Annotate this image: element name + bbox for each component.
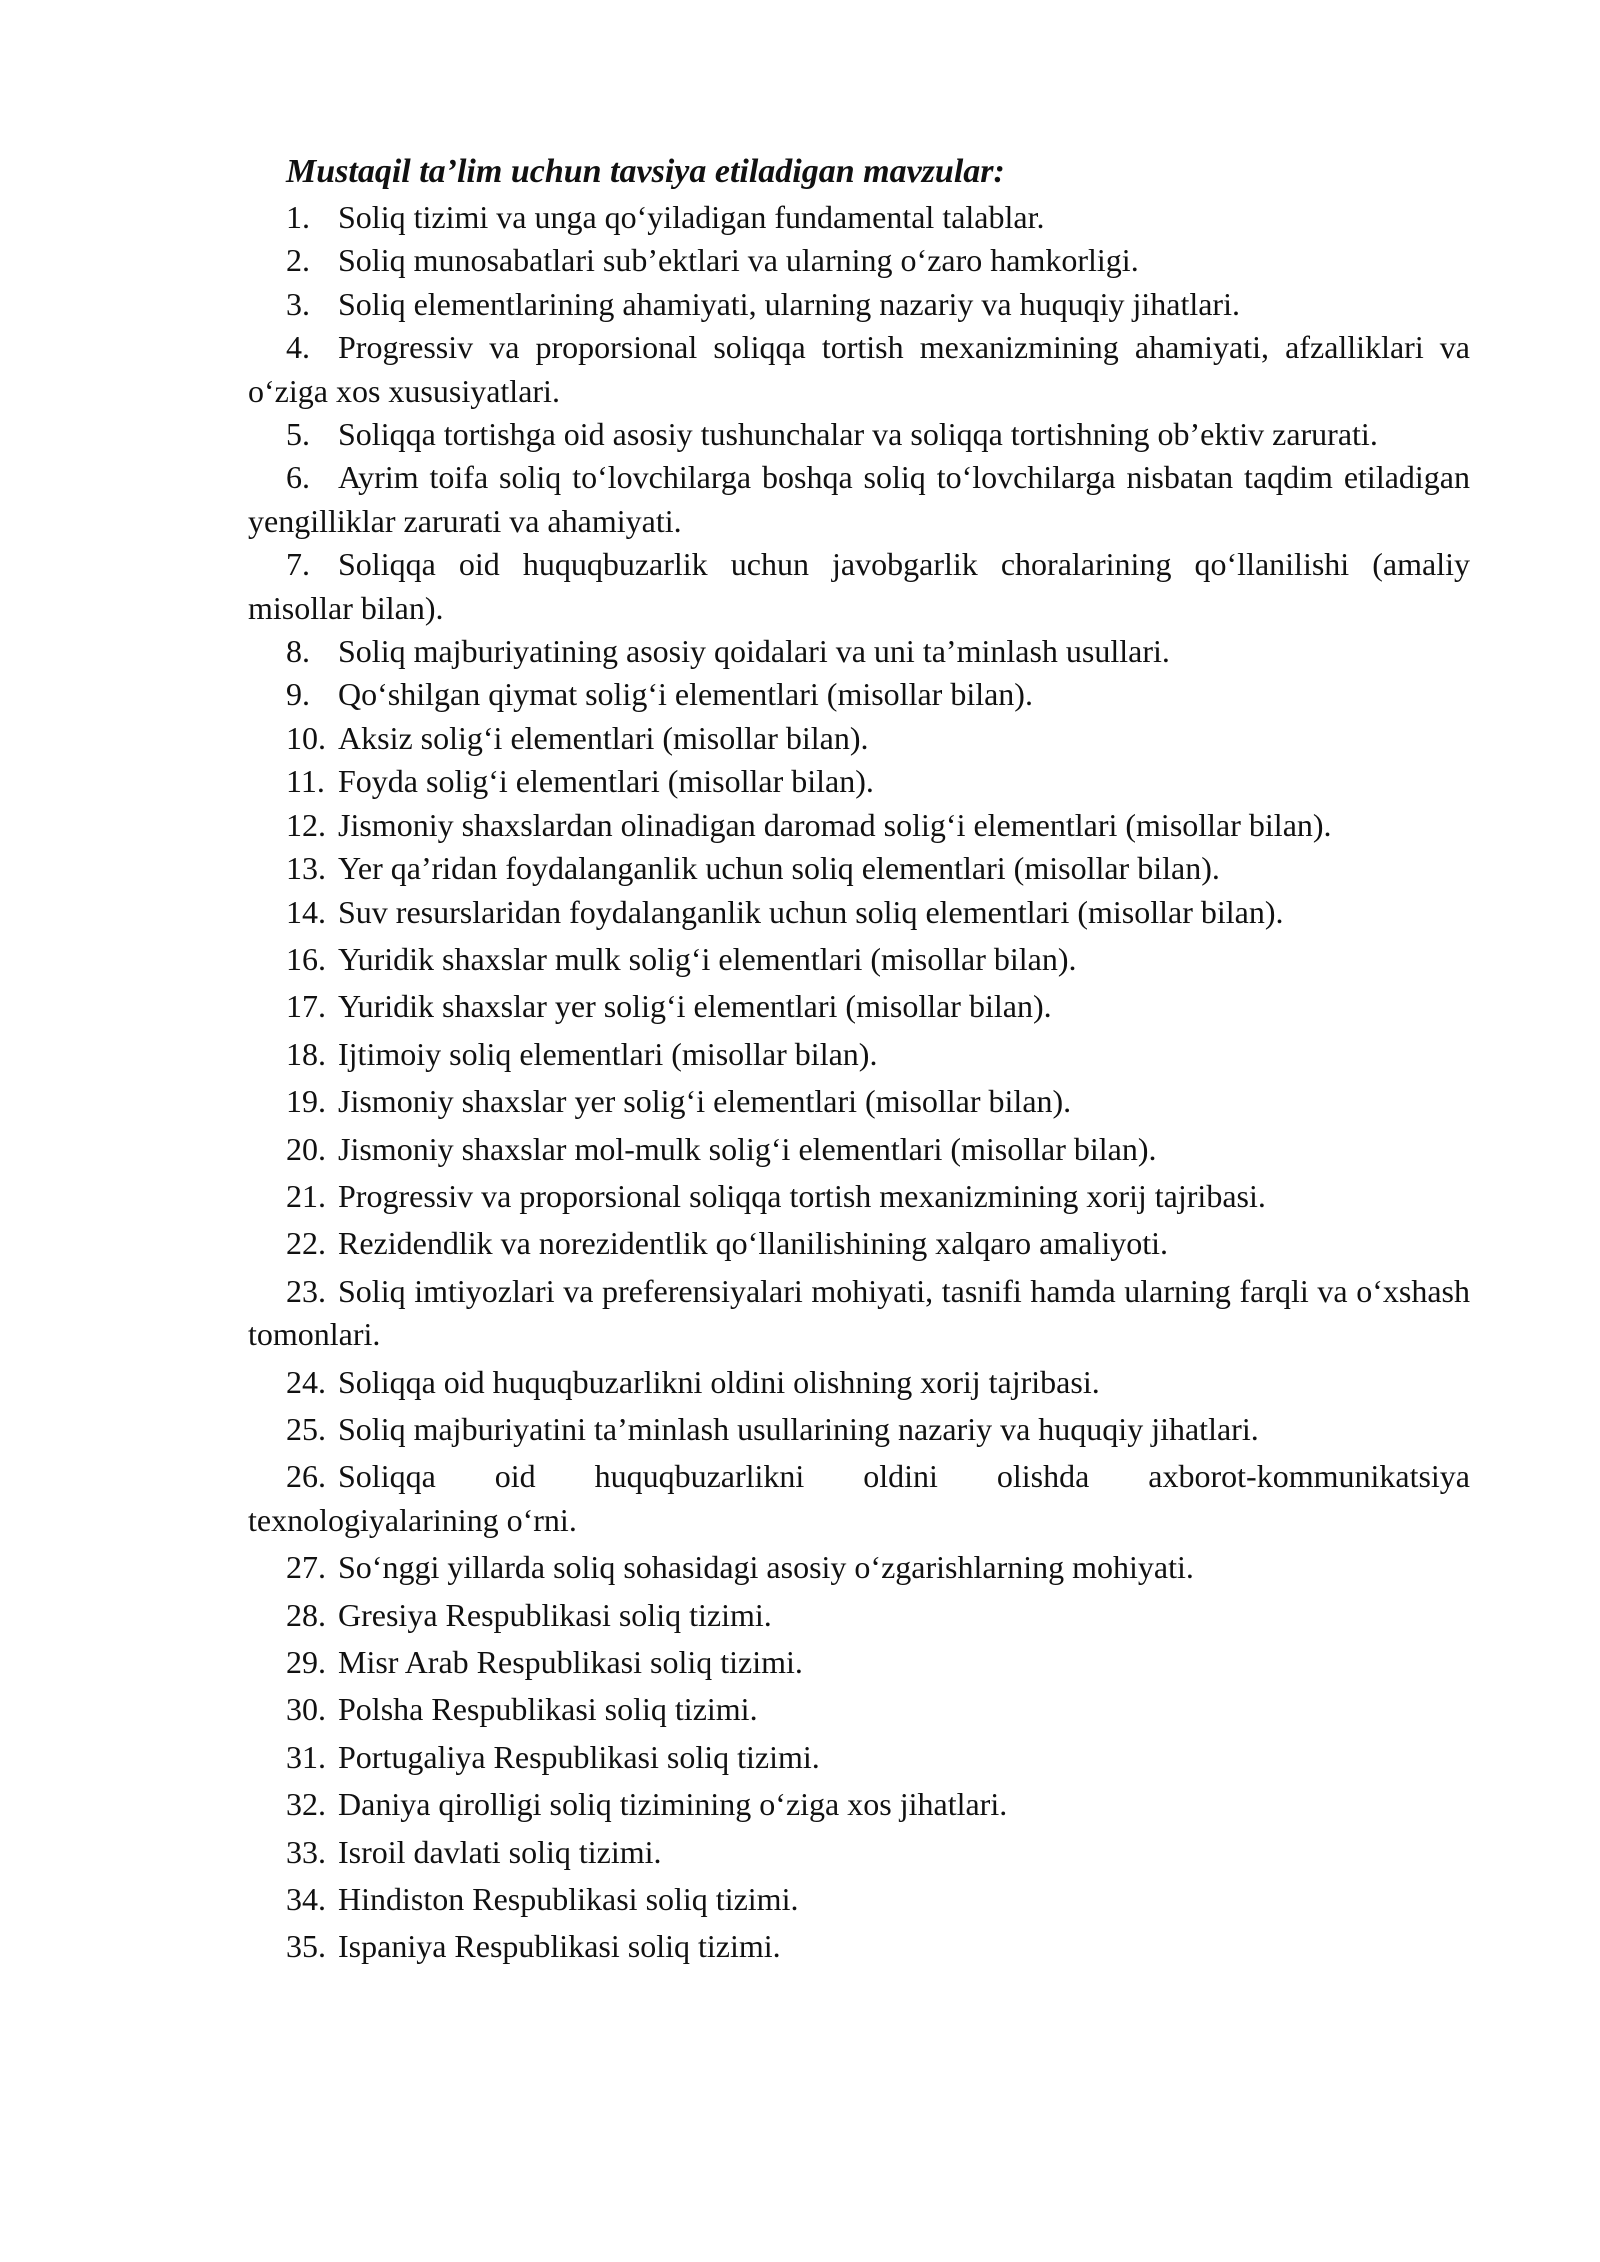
item-number: 4.: [286, 329, 310, 366]
item-number: 19.: [286, 1083, 326, 1120]
item-number: 1.: [286, 199, 310, 235]
item-number: 9.: [286, 676, 310, 713]
item-text: Daniya qirolligi soliq tizimining o‘ziga xos jihatlari.: [338, 1786, 1008, 1823]
item-number: 33.: [286, 1833, 326, 1870]
item-number: 10.: [286, 719, 326, 756]
list-item: [248, 938, 1470, 981]
item-text: Progressiv va proporsional soliqqa tortish mexanizmining ahamiyati, afzalliklari va o‘ziga xos xususiyatlari.: [248, 329, 1470, 409]
list-item: [248, 1128, 1470, 1171]
list-item: [248, 1175, 1470, 1218]
list-item: [248, 1688, 1470, 1731]
item-number: 35.: [286, 1928, 326, 1965]
item-text: Soliq elementlarining ahamiyati, ularning nazariy va huquqiy jihatlari.: [338, 285, 1240, 322]
item-number: 8.: [286, 633, 310, 670]
item-number: 26.: [286, 1458, 326, 1495]
item-number: 12.: [286, 806, 326, 843]
list-item: [248, 985, 1470, 1028]
item-number: 17.: [286, 988, 326, 1025]
item-text: Ijtimoiy soliq elementlari (misollar bilan).: [338, 1035, 878, 1072]
item-text: Soliqqa oid huquqbuzarlik uchun javobgarlik choralarining qo‘llanilishi (amaliy misollar bilan).: [248, 546, 1470, 626]
item-text: Soliqqa oid huquqbuzarlikni oldini olishda axborot-kommunikatsiya texnologiyalarining o‘rni.: [248, 1458, 1470, 1538]
item-number: 22.: [286, 1225, 326, 1262]
list-item: [248, 1546, 1470, 1589]
list-item: [248, 1408, 1470, 1451]
item-number: 20.: [286, 1130, 326, 1167]
document-body: [248, 150, 1470, 1969]
item-number: 5.: [286, 416, 310, 453]
list-item: [248, 673, 1470, 716]
list-item: [248, 326, 1470, 413]
list-item: [248, 1270, 1470, 1357]
item-text: So‘nggi yillarda soliq sohasidagi asosiy o‘zgarishlarning mohiyati.: [338, 1549, 1194, 1586]
list-item: [248, 1925, 1470, 1968]
list-item: [248, 760, 1470, 803]
item-number: 32.: [286, 1786, 326, 1823]
list-item: [248, 1831, 1470, 1874]
item-text: Foyda solig‘i elementlari (misollar bilan).: [338, 763, 874, 800]
list-item: [248, 283, 1470, 326]
section-heading: Mustaqil ta’lim uchun tavsiya etiladigan mavzular:: [286, 153, 1005, 190]
list-item: [248, 1222, 1470, 1265]
item-text: Soliq imtiyozlari va preferensiyalari mohiyati, tasnifi hamda ularning farqli va o‘xshash tomonlari.: [248, 1272, 1470, 1353]
item-text: Progressiv va proporsional soliqqa tortish mexanizmining xorij tajribasi.: [338, 1177, 1266, 1214]
item-text: Jismoniy shaxslar yer solig‘i elementlari (misollar bilan).: [338, 1083, 1072, 1120]
item-text: Rezidendlik va norezidentlik qo‘llanilishining xalqaro amaliyoti.: [338, 1225, 1169, 1262]
list-item: [248, 1080, 1470, 1123]
item-text: Ayrim toifa soliq to‘lovchilarga boshqa soliq to‘lovchilarga nisbatan taqdim etiladigan yengilliklar zarurati va ahamiyati.: [248, 459, 1470, 539]
item-number: 13.: [286, 850, 326, 887]
list-item: [248, 1783, 1470, 1826]
item-number: 2.: [286, 242, 310, 279]
item-text: Jismoniy shaxslardan olinadigan daromad solig‘i elementlari (misollar bilan).: [338, 806, 1332, 843]
item-number: 3.: [286, 285, 310, 322]
list-item: [248, 1455, 1470, 1542]
topics-list: [248, 196, 1470, 1969]
item-text: Yuridik shaxslar yer solig‘i elementlari (misollar bilan).: [338, 988, 1052, 1025]
item-number: 25.: [286, 1410, 326, 1447]
item-number: 18.: [286, 1035, 326, 1072]
list-item: [248, 543, 1470, 630]
list-item: [248, 456, 1470, 543]
item-text: Soliqqa oid huquqbuzarlikni oldini olishning xorij tajribasi.: [338, 1363, 1100, 1400]
item-number: 30.: [286, 1691, 326, 1728]
item-text: Soliq tizimi va unga qo‘yiladigan fundamental talablar.: [338, 199, 1045, 235]
item-text: Soliq majburiyatini ta’minlash usullarining nazariy va huquqiy jihatlari.: [338, 1410, 1259, 1447]
item-text: Aksiz solig‘i elementlari (misollar bilan).: [338, 719, 869, 756]
item-number: 14.: [286, 893, 326, 930]
list-item: [248, 1361, 1470, 1404]
list-item: [248, 847, 1470, 890]
item-number: 6.: [286, 459, 310, 496]
item-number: 34.: [286, 1881, 326, 1918]
item-text: Soliq majburiyatining asosiy qoidalari va uni ta’minlash usullari.: [338, 633, 1170, 670]
item-number: 11.: [286, 763, 325, 800]
item-text: Soliq munosabatlari sub’ektlari va ularning o‘zaro hamkorligi.: [338, 242, 1139, 279]
item-number: 28.: [286, 1596, 326, 1633]
item-text: Isroil davlati soliq tizimi.: [338, 1833, 662, 1870]
item-text: Gresiya Respublikasi soliq tizimi.: [338, 1596, 772, 1633]
item-text: Hindiston Respublikasi soliq tizimi.: [338, 1881, 799, 1918]
list-item: [248, 413, 1470, 456]
list-item: [248, 891, 1470, 934]
item-text: Suv resurslaridan foydalanganlik uchun soliq elementlari (misollar bilan).: [338, 893, 1284, 930]
list-item: [248, 1594, 1470, 1637]
item-number: 7.: [286, 546, 310, 583]
list-item: [248, 630, 1470, 673]
list-item: [248, 196, 1470, 239]
list-item: [248, 1641, 1470, 1684]
item-number: 16.: [286, 940, 326, 977]
item-number: 31.: [286, 1738, 326, 1775]
item-text: Yuridik shaxslar mulk solig‘i elementlari (misollar bilan).: [338, 940, 1077, 977]
item-text: Misr Arab Respublikasi soliq tizimi.: [338, 1644, 803, 1680]
item-text: Qo‘shilgan qiymat solig‘i elementlari (misollar bilan).: [338, 676, 1033, 713]
item-number: 27.: [286, 1549, 326, 1586]
item-text: Yer qa’ridan foydalanganlik uchun soliq elementlari (misollar bilan).: [338, 850, 1220, 887]
list-item: [248, 1878, 1470, 1921]
list-item: [248, 1033, 1470, 1076]
list-item: [248, 1736, 1470, 1779]
list-item: [248, 239, 1470, 282]
item-text: Jismoniy shaxslar mol-mulk solig‘i elementlari (misollar bilan).: [338, 1130, 1157, 1167]
item-number: 23.: [286, 1272, 326, 1309]
item-text: Portugaliya Respublikasi soliq tizimi.: [338, 1738, 820, 1775]
list-item: [248, 717, 1470, 760]
item-text: Soliqqa tortishga oid asosiy tushunchalar va soliqqa tortishning ob’ektiv zarurati.: [338, 416, 1378, 453]
item-number: 24.: [286, 1363, 326, 1400]
item-number: 21.: [286, 1177, 326, 1214]
item-text: Polsha Respublikasi soliq tizimi.: [338, 1691, 758, 1728]
item-number: 29.: [286, 1644, 326, 1680]
item-text: Ispaniya Respublikasi soliq tizimi.: [338, 1928, 781, 1965]
list-item: [248, 804, 1470, 847]
